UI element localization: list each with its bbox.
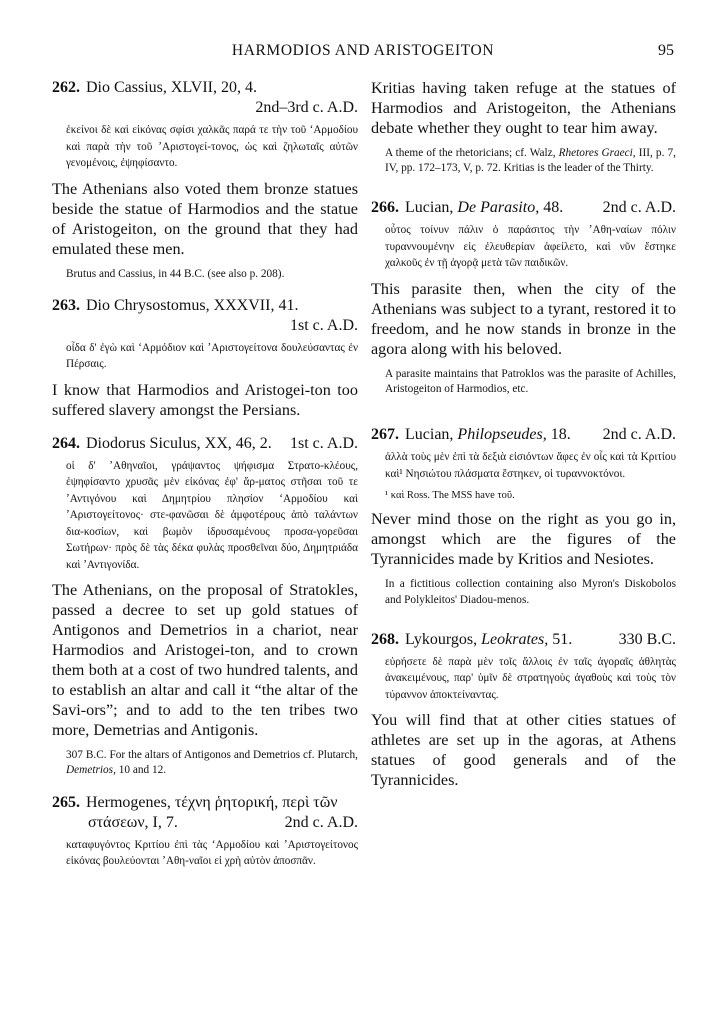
footnote: ¹ καὶ Ross. The MSS have τοῦ.: [385, 490, 515, 502]
entry-date: 1st c. A.D.: [290, 316, 358, 334]
entry-source-ref: 18.: [550, 426, 571, 444]
entry-number: 267.: [371, 426, 399, 444]
commentary-note: A parasite maintains that Patroklos was the parasite of Achilles, Aristogeiton of Harmodios, etc.: [385, 367, 676, 396]
entry-date: 2nd–3rd c. A.D.: [255, 99, 358, 116]
entry-source: Diodorus Siculus, XX, 46, 2.: [86, 434, 272, 452]
entry-heading: [52, 296, 358, 316]
commentary-note: [52, 748, 358, 778]
running-title: HARMODIOS AND ARISTOGEITON: [231, 42, 495, 59]
translation: This parasite then, when the city of the Athenians was subject to a tyrant, restored it to freedom, and he now stands in bronze in the agora along with his beloved.: [371, 279, 676, 358]
commentary-note: [371, 146, 676, 176]
greek-text: οἶδα δ' ἐγὼ καὶ ʻΑρμόδιον καὶ ʼΑριστογείτονα δουλεύσαντας ἐν Πέρσαις.: [66, 341, 358, 371]
entry-source: Hermogenes, τέχνη ῥητορική, περὶ τῶν: [86, 793, 338, 811]
running-header: [52, 42, 674, 62]
entry-number: 262.: [52, 79, 80, 96]
entry-263: [52, 296, 358, 420]
entry-source: Dio Chrysostomus, XXXVII, 41.: [86, 296, 299, 314]
entry-date: 2nd c. A.D.: [602, 426, 676, 444]
translation: You will find that at other cities statues of athletes are set up in the agoras, at Athens statues of good generals and of the Tyrannicides.: [371, 711, 676, 790]
entry-262: [52, 78, 358, 282]
note-text-end: 10 and 12.: [118, 764, 167, 777]
left-column: [52, 78, 358, 884]
entry-265-continued: [371, 78, 676, 176]
translation: Kritias having taken refuge at the statues of Harmodios and Aristogeiton, the Athenians debate whether they ought to tear him away.: [371, 79, 676, 137]
entry-heading-line2: [52, 813, 358, 833]
entry-heading: [52, 78, 358, 98]
greek-text: ἐκείνοι δὲ καὶ εἰκόνας σφίσι χαλκᾶς παρά τε τὴν τοῦ ʻΑρμοδίου καὶ παρὰ τὴν τοῦ ʼΑριστογεί-τονος, ὡς καὶ ζηλωταῖς αὐτῶν γενομένοις, ἐψηφίσαντο.: [66, 124, 358, 169]
entry-source-title: De Parasito,: [457, 199, 540, 217]
entry-264: [52, 434, 358, 779]
entry-267: [371, 425, 676, 607]
entry-source-title: Philopseudes,: [457, 426, 547, 444]
entry-source: Dio Cassius, XLVII, 20, 4.: [86, 79, 257, 96]
entry-source-ref: 48.: [543, 199, 564, 217]
entry-date: 2nd c. A.D.: [284, 813, 358, 831]
entry-heading: [52, 793, 358, 813]
right-column: [371, 78, 676, 804]
greek-text: εὑρήσετε δὲ παρὰ μὲν τοῖς ἄλλοις ἐν ταῖς ἀγοραῖς ἀθλητὰς ἀνακειμένους, παρ' ὑμῖν δὲ στρατηγοὺς ἀγαθοὺς καὶ τοὺς τὸν τύραννον ἀποκτείναντας.: [385, 655, 676, 701]
translation: Never mind those on the right as you go in, amongst which are the figures of the Tyrannicides made by Kritios and Nesiotes.: [371, 510, 676, 569]
note-text: 307 B.C. For the altars of Antigonos and Demetrios cf. Plutarch,: [66, 749, 358, 762]
entry-number: 266.: [371, 199, 399, 217]
note-text-end: III, p. 7, IV, pp. 172–173, V, p. 72. Kritias is the leader of the Thirty.: [385, 147, 676, 175]
translation: I know that Harmodios and Aristogei-ton too suffered slavery amongst the Persians.: [52, 380, 358, 419]
entry-number: 268.: [371, 630, 399, 648]
entry-source-cont: στάσεων, I, 7.: [88, 813, 178, 831]
entry-number: 263.: [52, 296, 80, 314]
entry-heading: [371, 630, 676, 650]
entry-date: 1st c. A.D.: [290, 434, 358, 452]
entry-source: Lucian,: [405, 199, 454, 217]
note-text: A theme of the rhetoricians; cf. Walz,: [385, 147, 556, 159]
translation: The Athenians, on the proposal of Stratokles, passed a decree to set up gold statues of Antigonos and Demetrios in a chariot, near Harmodios and Aristogei-ton, and to crown them both at a cost of two hundred talents, and to establish an altar and call it “the altar of the Savi-ors”; and to add to the ten tribes two more, Demetrias and Antigonis.: [52, 581, 358, 740]
note-italic: Demetrios,: [66, 764, 116, 777]
entry-268: [371, 630, 676, 791]
page-number: 95: [658, 42, 674, 59]
greek-text: οἱ δ' ʼΑθηναῖοι, γράψαντος ψήφισμα Στρατο-κλέους, ἐψηφίσαντο χρυσᾶς μὲν εἰκόνας ἐφ' ἅρ-ματος στῆσαι τοῦ τε ʼΑντιγόνου καὶ Δημητρίου πλησίον ʻΑρμοδίου καὶ ʼΑριστογείτονος· στε-φανῶσαι δὲ ἀμφοτέρους ἀπὸ ταλάντων δια-κοσίων, καὶ βωμὸν ἱδρυσαμένους προσα-γορεῦσαι Σωτήρων· πρὸς δὲ τὰς δέκα φυλὰς προσθεῖναι δύο, Δημητριάδα καὶ ʼΑντιγονίδα.: [66, 459, 358, 571]
commentary-note: Brutus and Cassius, in 44 B.C. (see also p. 208).: [66, 267, 285, 280]
translation: The Athenians also voted them bronze statues beside the statue of Harmodios and the statue of Aristogeiton, on the ground that they had emulated these men.: [52, 179, 358, 258]
entry-source-ref: 51.: [552, 630, 573, 648]
entry-heading: [371, 425, 676, 445]
entry-date: 2nd c. A.D.: [602, 199, 676, 217]
entry-source: Lucian,: [405, 426, 454, 444]
entry-number: 264.: [52, 434, 80, 452]
commentary-note: In a fictitious collection containing also Myron's Diskobolos and Polykleitos' Diadou-menos.: [385, 578, 676, 606]
greek-text: οὗτος τοίνυν πάλιν ὁ παράσιτος τὴν ʼΑθη-ναίων πόλιν τυραννουμένην εἰς ἐλευθερίαν ἀφείλετο, καὶ νῦν ἕστηκε χαλκοῦς ἐν τῇ ἀγορᾷ μετὰ τῶν παιδικῶν.: [385, 224, 676, 270]
greek-text: καταφυγόντος Κριτίου ἐπὶ τὰς ʻΑρμοδίου καὶ ʼΑριστογείτονος εἰκόνας βουλεύονται ʼΑθη-ναῖοι εἰ χρὴ αὐτὸν ἀποσπᾶν.: [66, 838, 358, 868]
entry-heading: [371, 198, 676, 218]
greek-text: ἀλλὰ τοὺς μὲν ἐπὶ τὰ δεξιὰ εἰσιόντων ἄφες ἐν οἷς καὶ τὰ Κριτίου καὶ¹ Νησιώτου πλάσματα ἕστηκεν, οἱ τυραννοκτόνοι.: [385, 451, 676, 480]
entry-266: [371, 198, 676, 397]
note-italic: Rhetores Graeci,: [558, 147, 636, 159]
entry-heading: [52, 434, 358, 454]
entry-source: Lykourgos,: [405, 630, 478, 648]
entry-source-title: Leokrates,: [481, 630, 549, 648]
entry-265: [52, 793, 358, 870]
entry-date: 330 B.C.: [618, 630, 676, 648]
entry-number: 265.: [52, 793, 80, 811]
